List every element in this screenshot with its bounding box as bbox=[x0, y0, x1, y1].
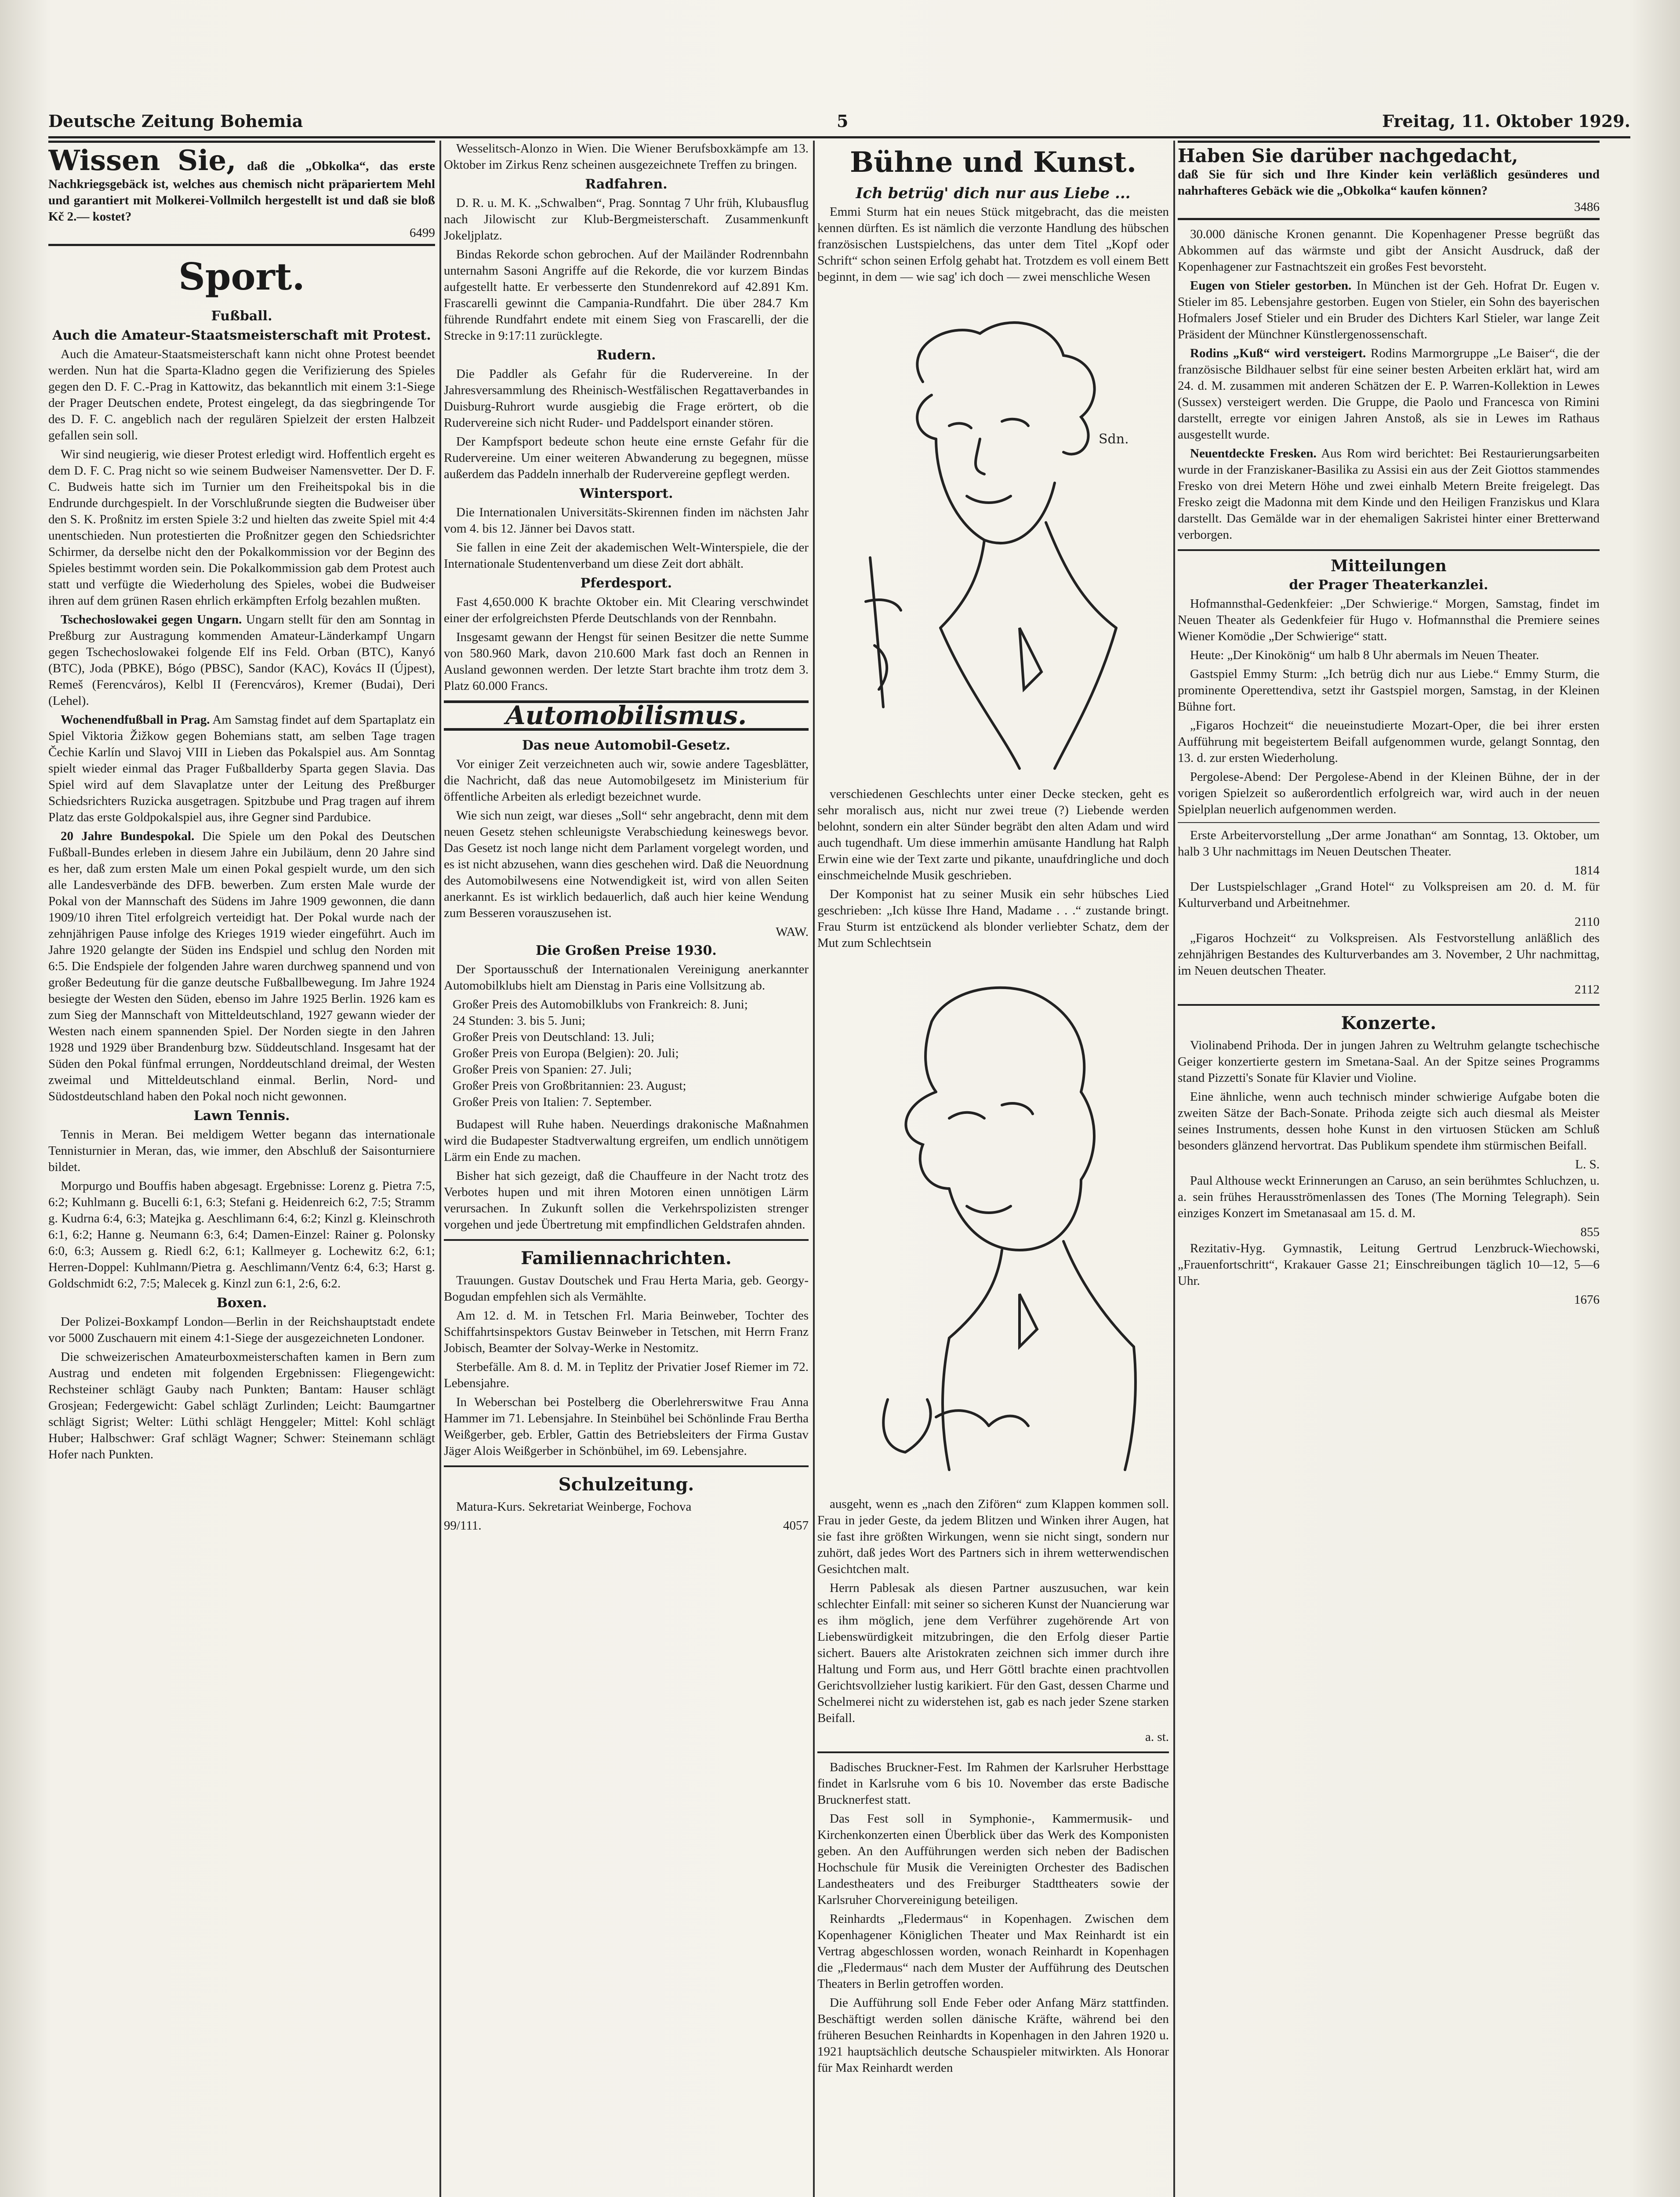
ad-wissen bbox=[48, 141, 435, 246]
column-mitteilungen bbox=[1178, 141, 1600, 2197]
fresken-body: Aus Rom wird berichtet: Bei Restaurierungsarbeiten wurde in der Franziskaner-Basilika zu Assisi ein aus der Zeit Giottos stammendes Fresko von drei Metern Höhe und zwei einhalb Metern Breite freigelegt. bbox=[1178, 446, 1600, 493]
winter-text-cont: Sie fallen in eine Zeit der akademischen Welt-Winterspiele, die der Internationale Studentenverband um diese Zeit dort abhält. bbox=[444, 540, 809, 571]
pferde-text: Fast 4,650.000 K brachte Oktober ein. Mit Clearing verschwindet einer der erfolgreichsten Pferde Deutschlands von der Rennbahn. bbox=[444, 595, 809, 625]
konzert-text-cont: Eine ähnliche, wenn auch technisch minder schwierige Aufgabe boten die zweiten Sätze der Bach-Sonate. Prihoda zeigte sich auch diesmal als Meister seines Instruments, dessen hohe Kunst in den virtuosen Stücken am Schluß besonders glänzend hervortrat. Das Publikum spendete ihm stürmischen Beifall. bbox=[1178, 1090, 1600, 1153]
schul-title: Schulzeitung. bbox=[558, 1474, 694, 1495]
fussball-title: Fußball. bbox=[211, 308, 272, 324]
preise-text: Der Sportausschuß der Internationalen Vereinigung anerkannter Automobilklubs hielt am Dienstag in Paris eine Vollsitzung ab. bbox=[444, 962, 809, 993]
ad-haben-text: daß Sie für sich und Ihre Kinder kein verläßlich gesünderes und nahrhafteres Gebäck wie die „Obkolka“ kaufen können? bbox=[1178, 167, 1600, 198]
althouse-number: 855 bbox=[1580, 1225, 1600, 1239]
kunst-text-2: verschiedenen Geschlechts unter einer Decke stecken, geht es sehr moralisch aus, nicht nur zwei treue (?) Liebende werden belohnt, sondern ein alter Sünder begräbt den alten Adam und wird auch tugendhaft. Um diese immerhin amüsante Handlung hat Ralph Erwin eine wie der Text zarte und pikante, unaufdringliche und doch einschmeichelnde Musik geschrieben. bbox=[817, 787, 1169, 882]
wochenend-title: Wochenendfußball in Prag. bbox=[61, 713, 210, 727]
ad-haben-title: Haben Sie darüber nachgedacht, bbox=[1178, 145, 1518, 167]
gesetz-text: Vor einiger Zeit verzeichneten auch wir, sowie andere Tagesblätter, die Nachricht, daß das neue Automobilgesetz im Ministerium für öffentliche Arbeiten als erledigt bezeichnet wurde. bbox=[444, 757, 809, 804]
protest-text: Auch die Amateur-Staatsmeisterschaft kann nicht ohne Protest beendet werden. Nun hat die Sparta-Kladno gegen die Verifizierung des Spieles gegen den D. F. C.-Prag in Kattowitz, das bekanntlich mit einem 3:1-Siege der Prager Deutschen endete, Protest eingelegt, da das siegbringende Tor des D. F. C. angeblich nach der regulären Spielzeit der ersten Halbzeit gefallen sein soll. bbox=[48, 347, 435, 442]
lawn-results: Morpurgo und Bouffis haben abgesagt. Ergebnisse: Lorenz g. Pietra 7:5, 6:2; Kuhlmann g. Bucelli 6:1, 6:3; Stefani g. Heidenreich 6:2, 7:5; Stramm g. Kudrna 6:4, 6:3; Matejka g. Aeschlimann 6:4, 6:2; Kinzl g. Kleinschroth 6:1, 6:2; Hanne g. Neumann 6:3, 6:4; Damen-Einzel: Rainer g. Polonsky 6:0, 6:3; Aussem g. Riedl 6:2, 6:1; Kallmeyer g. Lochewitz 6:2, 6:1; Herren-Doppel: Kuhlmann/Pietra g. Aeschlimann/Ventz 6:4, 6:3; Harst g. Goldschmidt 6:2, 7:5; Malecek g. Kinzl zun 6:1, 2:6, 6:2. bbox=[48, 1179, 435, 1291]
grandhotel-text: Der Lustspielschlager „Grand Hotel“ zu Volkspreisen am 20. d. M. für Kulturverband und Arbeitnehmer. bbox=[1178, 880, 1600, 910]
column-sport bbox=[48, 141, 435, 2197]
kunst-text-1: Emmi Sturm hat ein neues Stück mitgebracht, das die meisten kennen dürften. Es ist nämlich die verzonte Handlung des hübschen französischen Lustspielchens, das unter dem Titel „Kopf oder Schrift“ schon seinen Erfolg gehabt hat. Trotzdem es voll einem Bett beginnt, in dem — wie sag' ich doch — zwei menschliche Wesen bbox=[817, 205, 1169, 284]
kunst-text-3-cont: Herrn Pablesak als diesen Partner auszusuchen, war kein schlechter Einfall: mit seiner so sicheren Kunst der Nuancierung war es ihm möglich, jene dem Verführer zugehörende Art von Liebenswürdigkeit mitzubringen, die den Erfolg dieser Partie sichert. Bauers alte Aristokraten zeichnen sich immer durch ihre Haltung und Form aus, und Herr Göttl brachte einen prachtvollen Gerichtsvollzieher lustig karikiert. Für den Gast, dessen Charme und Schelmerei nicht zu widerstehen ist, gab es nach jeder Szene starken Beifall. bbox=[817, 1581, 1169, 1725]
preise-item: Großer Preis von Italien: 7. September. bbox=[453, 1095, 652, 1109]
pferde-title: Pferdesport. bbox=[580, 576, 672, 591]
grandhotel-number: 2110 bbox=[1575, 915, 1600, 929]
sterbe-text-cont: In Weberschan bei Postelberg die Oberlehrerswitwe Frau Anna Hammer im 71. Lebensjahre. In Steinbühel bei Schönlinde Frau Bertha Weißgerber, geb. Erbler, Gattin des Betriebsleiters der Firma Gustav Jäger Alois Weißgerber in Schönbühel, im 69. Lebensjahre. bbox=[444, 1395, 809, 1458]
konzert-text: Violinabend Prihoda. Der in jungen Jahren zu Weltruhm gelangte tschechische Geiger konzertierte gestern im Smetana-Saal. An der Spitze seines Programms stand Pizzetti's Sonate für Klavier und Violine. bbox=[1178, 1038, 1600, 1085]
mitteilungen-title: Mitteilungen bbox=[1331, 557, 1447, 575]
rodin-body: Rodins Marmorgruppe „Le Baiser“, die der französische Bildhauer selbst für eine seiner besten Arbeiten erklärt hat, wird am 24. d. M. zusammen mit anderen Schätzen der E. P. Warren-Kollektion in Lewes (Sussex) versteigert werden. bbox=[1178, 346, 1600, 409]
column-rule-1 bbox=[439, 141, 441, 2197]
familie-text-cont: Am 12. d. M. in Tetschen Frl. Maria Beinweber, Tochter des Schiffahrtsinspektors Gustav Beinweber in Tetschen, mit Herrn Franz Jobisch, Beamter der Solvay-Werke in Nestomitz. bbox=[444, 1309, 809, 1355]
radfahren-text: D. R. u. M. K. „Schwalben“, Prag. Sonntag 7 Uhr früh, Klubausflug nach Jilowischt zur Klub-Bergmeisterschaft. Zusammenkunft Jokeljplatz. bbox=[444, 196, 809, 243]
schul-text: Matura-Kurs. Sekretariat Weinberge, Fochova bbox=[456, 1500, 692, 1514]
radfahren-text-cont: Bindas Rekorde schon gebrochen. Auf der Mailänder Rodrennbahn unternahm Sasoni Angriffe auf die Rekorde, die vor kurzem Bindas aufgestellt hatte. Er verbesserte den Stundenrekord auf 42.891 Km. Frascarelli gewinnt die Campania-Rundfahrt. Die über 284.7 Km führende Rundfahrt endete mit einem Sieg von Frascarelli, der die Strecke in 9:17:11 zurücklegte. bbox=[444, 247, 809, 343]
preise-item: 24 Stunden: 3. bis 5. Juni; bbox=[453, 1014, 586, 1028]
winter-text: Die Internationalen Universitäts-Skirennen finden im nächsten Jahr vom 4. bis 12. Jänner bei Davos statt. bbox=[444, 505, 809, 536]
rodin-title: Rodins „Kuß“ wird versteigert. bbox=[1190, 346, 1366, 360]
preise-item: Großer Preis von Europa (Belgien): 20. Juli; bbox=[453, 1046, 679, 1060]
fledermaus-text: Reinhardts „Fledermaus“ in Kopenhagen. Zwischen dem Kopenhagener Königlichen Theater und Max Reinhardt ist ein Vertrag abgeschlossen worden, wonach Reinhardt in Kopenhagen die „Fledermaus“ nach dem Muster der Aufführung des Deutschen Theaters in Berlin getroffen worden. bbox=[817, 1912, 1169, 1991]
kunst-sign: a. st. bbox=[1145, 1730, 1169, 1744]
bundes-title: 20 Jahre Bundespokal. bbox=[61, 829, 195, 843]
lawn-title: Lawn Tennis. bbox=[193, 1108, 290, 1124]
stieler-body: In München ist der Geh. Hofrat Dr. Eugen v. Stieler im 85. Lebensjahre gestorben. Eugen von Stieler, ein Sohn des bayerischen Hofmalers Josef Stieler und ein Bruder des Dichters Karl Stieler, war lange Zeit Präsident der Münchner Künstlergenossenschaft. bbox=[1178, 279, 1600, 341]
fresken-title: Neuentdeckte Fresken. bbox=[1190, 446, 1317, 460]
budapest-text: Budapest will Ruhe haben. Neuerdings drakonische Maßnahmen wird die Budapester Stadtverwaltung ergreifen, um endlich unnötigem Lärm ein Ende zu machen. bbox=[444, 1117, 809, 1164]
fresken-text: Neuentdeckte Fresken. Aus Rom wird berichtet: Bei Restaurierungsarbeiten wurde in der Franziskaner-Basilika zu Assisi ein aus der Zeit Giottos stammendes Fresko von drei Metern Höhe und zwei einhalb Metern Breite freigelegt. Das Fresko zeigt die Madonna mit dem Kinde und den Heiligen Franziskus und Klara darstellt. Das Gemälde war in der ehemaligen Sakristei hinter einer Bretterwand verborgen. bbox=[1178, 446, 1600, 542]
ad-wissen-number: 6499 bbox=[410, 226, 435, 240]
ad-haben bbox=[1178, 141, 1600, 220]
konzerte-title: Konzerte. bbox=[1341, 1013, 1437, 1033]
protest-text-cont: Wir sind neugierig, wie dieser Protest erledigt wird. Hoffentlich ergeht es dem D. F. C. Prag nicht so wie seinem Budweiser Namensvetter. Der D. F. C. Budweis hatte sich im Turnier um den Freiheitspokal bis in die Endrunde durchgespielt. In der Vorschlußrunde siegten die Budweiser über den S. K. Proßnitz im ersten Spiele 3:2 und hielten das zweite Spiel mit 4:4 unentschieden. Nun protestierten die Proßnitzer gegen den Schiedsrichter Schirmer, da derselbe nicht den der Pokalkommission vor der Beginn des Spieles bestimmt worden sein. Die Pokalkommission gab dem Protest auch statt und verfügte die Wiederholung des Spieles, wobei die Budweiser ihren auf dem grünen Rasen ehrlich erkämpften Erfolg bezahlen mußten. bbox=[48, 447, 435, 608]
schul-footer bbox=[444, 1518, 809, 1534]
divider bbox=[817, 1751, 1169, 1753]
ralph-erwin-caricature bbox=[835, 960, 1151, 1487]
column-rule-2 bbox=[813, 141, 815, 2197]
mitteilung-5: Pergolese-Abend: Der Pergolese-Abend in der Kleinen Bühne, der in der vorigen Spielzeit so außerordentlich erfolgreich war, wird auch in der neuen Spielplan neuerlich aufgenommen werden. bbox=[1178, 770, 1600, 816]
rodin-text: Rodins „Kuß“ wird versteigert. Rodins Marmorgruppe „Le Baiser“, die der französische Bildhauer selbst für eine seiner besten Arbeiten erklärt hat, wird am 24. d. M. zusammen mit anderen Schätzen der E. P. Warren-Kollektion in Lewes (Sussex) versteigert werden. Die Gruppe, die Paolo und Francesca von Rimini darstellt, erregte vor einigen Jahren Anstoß, als sie in Lewes im Rathaus ausgestellt wurde. bbox=[1178, 346, 1600, 442]
page-header bbox=[48, 105, 1630, 138]
newspaper-name: Deutsche Zeitung Bohemia bbox=[48, 111, 303, 131]
kunst-text-3: ausgeht, wenn es „nach den Zifören“ zum Klappen kommen soll. Frau in jeder Geste, da jedem Blitzen und Winken ihrer Augen, hat sie fast ihre größten Wirkungen, wenn sie nicht singt, sondern nur zuhört, daß jedes Wort des Partners sich in ihrem wetterwendischen Gesichtchen malt. bbox=[817, 1497, 1169, 1576]
sterbe-text: Sterbefälle. Am 8. d. M. in Teplitz der Privatier Josef Riemer im 72. Lebensjahre. bbox=[444, 1360, 809, 1390]
bundes-body: Die Spiele um den Pokal des Deutschen Fußball-Bundes erleben in diesem Jahre ein Jubiläum, denn 20 Jahre sind es her, daß zum ersten Male um einen Pokal gespielt wurde, um den sich alle Landesverbände des DFB. bewerben. bbox=[48, 829, 435, 892]
preise-item: Großer Preis von Spanien: 27. Juli; bbox=[453, 1062, 632, 1077]
arbeiter-text: Erste Arbeitervorstellung „Der arme Jonathan“ am Sonntag, 13. Oktober, um halb 3 Uhr nachmittags im Neuen Deutschen Theater. bbox=[1178, 828, 1600, 859]
wochenend-body: Am Samstag findet auf dem Spartaplatz ein Spiel Viktoria Žižkow gegen Bohemians statt, am selben Tage tragen Čechie Karlín und Slavoj VIII in Lieben das Pokalspiel aus. bbox=[48, 713, 435, 759]
wochenend-text: Wochenendfußball in Prag. Am Samstag findet auf dem Spartaplatz ein Spiel Viktoria Žižkow gegen Bohemians statt, am selben Tage tragen Čechie Karlín und Slavoj VIII in Lieben das Pokalspiel aus. Am Sonntag spielt wieder einmal das Prager Fußballderby Sparta gegen Slavia. Das Spiel wird auf dem Slavaplatze unter der Leitung des Preßburger Schiedsrichters Ruzicka ausgetragen. Spitzbube und Prag tragen auf ihrem Platz das erste Goldpokalspiel aus, ihre Gegner sind Pardubice. bbox=[48, 713, 435, 824]
gymnastik-text: Rezitativ-Hyg. Gymnastik, Leitung Gertrud Lenzbruck-Wiechowski, „Frauenfortschritt“, Krakauer Gasse 21; Einschreibungen täglich 10—12, 5—6 Uhr. bbox=[1178, 1241, 1600, 1288]
bruckner-text-cont: Das Fest soll in Symphonie-, Kammermusik- und Kirchenkonzerten einen Überblick über das Werk des Komponisten geben. An den Aufführungen werden sich neben der Badischen Hochschule für Musik die Vereinigten Orchester des Badischen Landestheaters und des Freiburger Stadttheaters sowie der Karlsruher Chorvereinigung beteiligen. bbox=[817, 1812, 1169, 1907]
emmi-sturm-caricature bbox=[835, 294, 1151, 777]
mitteilungen-subtitle: der Prager Theaterkanzlei. bbox=[1289, 577, 1488, 593]
kunst-subtitle: Ich betrüg' dich nur aus Liebe ... bbox=[856, 185, 1131, 202]
boxen-text: Der Polizei-Boxkampf London—Berlin in der Reichshauptstadt endete vor 5000 Zuschauern mit einem 4:1-Siege der ausgezeichneten Londoner. bbox=[48, 1315, 435, 1345]
budapest-text-cont: Bisher hat sich gezeigt, daß die Chauffeure in der Nacht trotz des Verbotes hupen und mit ihren Motoren einen unnötigen Lärm verursachen. In Zukunft sollen die Verkehrspolizisten strenger vorgehen und jede Übertretung mit empfindlichen Geldstrafen ahnden. bbox=[444, 1169, 809, 1232]
boxen-text-cont: Die schweizerischen Amateurboxmeisterschaften kamen in Bern zum Austrag und endeten mit folgenden Ergebnissen: Fliegengewicht: Rechsteiner schlägt Gauby nach Punkten; Bantam: Hauser schlägt Grosjean; Federgewicht: Gabel schlägt Zurlinden; Leicht: Baumgartner schlägt Sigrist; Welter: Lüthi schlägt Henggeler; Mittel: Kohl schlägt Huber; Halbschwer: Graf schlägt Wagner; Schwer: Steinemann schlägt Hofer nach Punkten. bbox=[48, 1350, 435, 1461]
divider bbox=[1178, 1004, 1600, 1006]
divider bbox=[444, 1465, 809, 1467]
column-rule-3 bbox=[1173, 141, 1175, 2197]
preise-item: Großer Preis des Automobilklubs von Frankreich: 8. Juni; bbox=[453, 997, 748, 1011]
issue-date: Freitag, 11. Oktober 1929. bbox=[1382, 111, 1630, 131]
preise-item: Großer Preis von Deutschland: 13. Juli; bbox=[453, 1030, 655, 1044]
gesetz-text-cont: Wie sich nun zeigt, war dieses „Soll“ sehr angebracht, denn mit dem neuen Gesetz stehen schleunigste Verabschiedung keineswegs bevor. Das Gesetz ist noch lange nicht dem Parlament vorgelegt worden, und es ist nicht abzusehen, wann dies geschehen wird. Daß die Neuordnung des Automobilwesens eine Notwendigkeit ist, wird von allen Seiten anerkannt. Es ist wirklich bedauerlich, daß auch hier keine Wendung zum Besseren vorauszusehen ist. bbox=[444, 808, 809, 920]
gesetz-title: Das neue Automobil-Gesetz. bbox=[522, 738, 730, 753]
radfahren-title: Radfahren. bbox=[585, 177, 668, 192]
bruckner-text: Badisches Bruckner-Fest. Im Rahmen der Karlsruher Herbsttage findet in Karlsruhe vom 6 bis 10. November das erste Badische Brucknerfest statt. bbox=[817, 1760, 1169, 1807]
mitteilung-3: Gastspiel Emmy Sturm: „Ich betrüg dich nur aus Liebe.“ Emmy Sturm, die prominente Operettendiva, setzt ihr Gastspiel morgen, Samstag, in der Kleinen Bühne fort. bbox=[1178, 667, 1600, 714]
figaro-number: 2112 bbox=[1575, 982, 1600, 997]
page-number: 5 bbox=[837, 111, 849, 131]
cssr-text: Tschechoslowakei gegen Ungarn. Ungarn stellt für den am Sonntag in Preßburg zur Austragung kommenden Amateur-Länderkampf Ungarn gegen Tschechoslowakei folgende Elf ins Feld. Orban (BTC), Kanyó (BTC), Joda (PBKE), Bógo (PBSC), Sandor (KAC), Kovács II (Újpest), Remeš (Ferencváros), Kelbl II (Ferencváros), Kremer (Budai), Deri (Lehel). bbox=[48, 613, 435, 708]
althouse-text: Paul Althouse weckt Erinnerungen an Caruso, an sein berühmtes Schluchzen, u. a. sein frühes Herausströmenlassen des Tones (The Morning Telegraph). Sein einziges Konzert im Smetanasaal am 15. d. M. bbox=[1178, 1174, 1600, 1220]
lawn-text: Tennis in Meran. Bei meldigem Wetter begann das internationale Tennisturnier in Meran, das, wie immer, den Abschluß der Saisonturniere bildet. bbox=[48, 1128, 435, 1174]
konzert-sign: L. S. bbox=[1575, 1157, 1600, 1171]
preise-item: Großer Preis von Großbritannien: 23. August; bbox=[453, 1079, 686, 1093]
schul-number: 4057 bbox=[783, 1519, 809, 1533]
column-kunst bbox=[817, 141, 1169, 2197]
stieler-text bbox=[1178, 278, 1600, 343]
kunst-text-2-cont: Der Komponist hat zu seiner Musik ein sehr hübsches Lied geschrieben: „Ich küsse Ihre Hand, Madame . . .“ zustande bringt. Frau Sturm ist entzückend als blonder verliebter Schatz, dem der Mut zum Schlechtsein bbox=[817, 887, 1169, 950]
pferde-text-cont: Insgesamt gewann der Hengst für seinen Besitzer die nette Summe von 580.960 Mark, davon 210.600 Mark fast doch an Rennen in Ausland gewonnen werden. Der letzte Start brachte ihm trotz dem 3. Platz 60.000 Francs. bbox=[444, 630, 809, 693]
familie-text: Trauungen. Gustav Doutschek und Frau Herta Maria, geb. Georgy-Bogudan empfehlen sich als Vermählte. bbox=[444, 1273, 809, 1304]
mitteilung-1: Hofmannsthal-Gedenkfeier: „Der Schwierige.“ Morgen, Samstag, findet im Neuen Theater als Gedenkfeier für Hugo v. Hofmannsthal die Premiere seines Wiener Komödie „Der Schwierige“ statt. bbox=[1178, 597, 1600, 643]
column-sport-2 bbox=[444, 141, 809, 2197]
mitteilung-2: Heute: „Der Kinokönig“ um halb 8 Uhr abermals im Neuen Theater. bbox=[1190, 648, 1539, 662]
preise-list bbox=[444, 997, 809, 1110]
familie-title: Familiennachrichten. bbox=[521, 1248, 732, 1269]
divider bbox=[1178, 549, 1600, 551]
stieler-title: Eugen von Stieler gestorben. bbox=[1190, 279, 1352, 293]
automobilismus-title: Automobilismus. bbox=[444, 700, 809, 731]
fledermaus-text-cont: Die Aufführung soll Ende Feber oder Anfang März stattfinden. Beschäftigt werden sollen dänische Kräfte, während bei den früheren Besuchen Reinhardts in Kopenhagen in den Jahren 1920 u. 1921 hauptsächlich deutsche Schauspieler mitwirkten. Als Honorar für Max Reinhardt werden bbox=[817, 1996, 1169, 2075]
mitteilung-4: „Figaros Hochzeit“ die neueinstudierte Mozart-Oper, die bei ihrer ersten Aufführung mit begeistertem Beifall aufgenommen wurde, gelangt Sonntag, den 13. d. zur ersten Wiederholung. bbox=[1178, 718, 1600, 765]
sport-title: Sport. bbox=[178, 255, 305, 298]
bundes-text: 20 Jahre Bundespokal. Die Spiele um den Pokal des Deutschen Fußball-Bundes erleben in diesem Jahre ein Jubiläum, denn 20 Jahre sind es her, daß zum ersten Male um einen Pokal gespielt wurde, um den sich alle Landesverbände des DFB. bewerben. Zum ersten Male wurde der Pokal von der Mannschaft des Südens im Jahre 1909 gewonnen, die dann 1909/10 ihren Titel erfolgreich verteidigt hat. Der Pokal wurde nach der zehnjährigen Pause infolge des Krieges 1919 wieder eingeführt. Auch im Jahre 1920 gelangte der Süden ins Endspiel und schlug den Norden mit 6:5. Die Endspiele der folgenden Jahre waren durchweg spannend und von großer Bedeutung für die ganze deutsche Fußballbewegung. Im Jahre 1924 besiegte der Westen den Süden, ebenso im Jahre 1925 Berlin. 1926 kam es zum Sieg der Mannschaft von Mitteldeutschland, 1927 gewann wieder der Westen nach einem spannenden Spiel. Der Norden siegte in den Jahren 1928 und 1929 über Brandenburg bzw. Süddeutschland. Insgesamt hat der Süden den Pokal fünfmal errungen, Norddeutschland dreimal, der Westen zweimal und Mitteldeutschland einmal. Berlin, Nord- und Südostdeutschland haben den Pokal noch nicht gewonnen. bbox=[48, 829, 435, 1103]
winter-title: Wintersport. bbox=[579, 486, 673, 501]
col4-text-1: 30.000 dänische Kronen genannt. Die Kopenhagener Presse begrüßt das Abkommen auf das wärmste und gibt der Ansicht Ausdruck, daß der Kopenhagener zur Fastnachtszeit ein großes Fest bevorsteht. bbox=[1178, 227, 1600, 274]
gymnastik-number: 1676 bbox=[1574, 1293, 1600, 1307]
preise-title: Die Großen Preise 1930. bbox=[536, 943, 717, 958]
cssr-title: Tschechoslowakei gegen Ungarn. bbox=[61, 613, 242, 627]
ad-haben-number: 3486 bbox=[1574, 200, 1600, 214]
kunst-title: Bühne und Kunst. bbox=[850, 146, 1136, 179]
protest-title: Auch die Amateur-Staatsmeisterschaft mit Protest. bbox=[52, 328, 431, 343]
wettlauf-text: Wesselitsch-Alonzo in Wien. Die Wiener Berufsboxkämpfe am 13. Oktober im Zirkus Renz scheinen ausgezeichnete Treffen zu bringen. bbox=[444, 141, 809, 172]
rudern-text: Die Paddler als Gefahr für die Rudervereine. In der Jahresversammlung des Rheinisch-Westfälischen Regattaverbandes in Duisburg-Ruhrort wurde ausgiebig die Frage erörtert, ob die Rudervereine sich nicht Ruder- und Paddelsport einander stören. bbox=[444, 367, 809, 430]
schul-date: 99/111. bbox=[444, 1519, 482, 1533]
boxen-title: Boxen. bbox=[216, 1295, 267, 1311]
rudern-title: Rudern. bbox=[596, 348, 656, 363]
gesetz-sign: WAW. bbox=[776, 925, 809, 939]
divider bbox=[1178, 822, 1600, 823]
rudern-text-cont: Der Kampfsport bedeute schon heute eine ernste Gefahr für die Rudervereine. Um einer weiteren Abwanderung zu begegnen, müsse außerdem das Paddeln innerhalb der Rudervereine gepflegt werden. bbox=[444, 435, 809, 481]
figaro-text: „Figaros Hochzeit“ zu Volkspreisen. Als Festvorstellung anläßlich des zehnjährigen Bestandes des Kulturverbandes am 3. November, 2 Uhr nachmittag, im Neuen deutschen Theater. bbox=[1178, 931, 1600, 978]
divider bbox=[444, 1239, 809, 1241]
arbeiter-number: 1814 bbox=[1574, 863, 1600, 877]
svg-text:Sdn.: Sdn. bbox=[1099, 431, 1129, 447]
ad-wissen-title: Wissen Sie, bbox=[48, 144, 236, 177]
ad-wissen-text: daß die „Obkolka“, das erste Nachkriegsgebäck ist, welches aus chemisch nicht präpariertem Mehl und garantiert mit Molkerei-Vollmilch hergestellt ist und daß sie bloß Kč 2.— kostet? bbox=[48, 159, 435, 224]
cssr-body: Ungarn stellt für den am Sonntag in Preßburg zur Austragung kommenden Amateur-Länderkampf Ungarn gegen Tschechoslowakei folgende Elf ins Feld. bbox=[48, 613, 435, 659]
